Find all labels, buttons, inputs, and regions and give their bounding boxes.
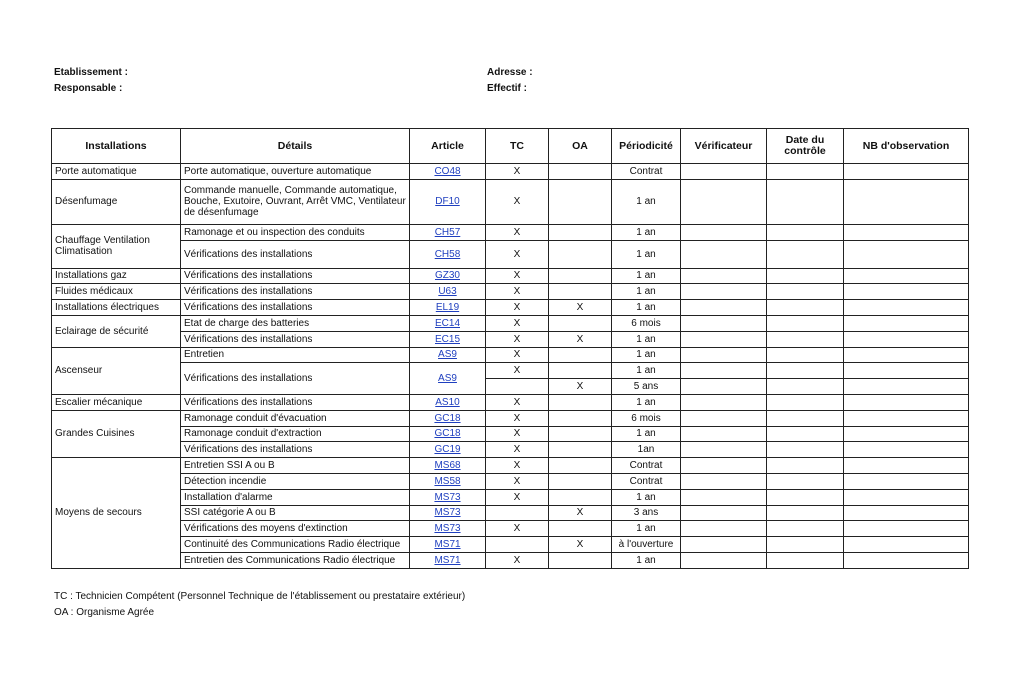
- period-cell: 1an: [612, 442, 681, 458]
- oa-cell: [549, 410, 612, 426]
- table-row: [52, 240, 969, 268]
- article-cell: [410, 224, 486, 240]
- period-cell: 1 an: [612, 179, 681, 224]
- control-date-cell[interactable]: [767, 268, 844, 284]
- tc-cell: X: [486, 315, 549, 331]
- oa-cell: [549, 179, 612, 224]
- verifier-cell[interactable]: [681, 164, 767, 180]
- verifier-cell[interactable]: [681, 363, 767, 379]
- detail-cell: Vérifications des installations: [181, 268, 410, 284]
- observation-cell[interactable]: [844, 331, 969, 347]
- control-date-cell[interactable]: [767, 300, 844, 316]
- article-link[interactable]: DF10: [435, 196, 460, 208]
- control-date-cell[interactable]: [767, 315, 844, 331]
- oa-cell: [549, 315, 612, 331]
- tc-cell: X: [486, 347, 549, 363]
- article-cell: [410, 363, 486, 395]
- oa-cell: X: [549, 300, 612, 316]
- control-date-cell[interactable]: [767, 410, 844, 426]
- tc-cell: [486, 537, 549, 553]
- observation-cell[interactable]: [844, 394, 969, 410]
- article-link[interactable]: MS73: [434, 507, 461, 519]
- installation-cell: Désenfumage: [52, 179, 181, 224]
- article-cell: [410, 458, 486, 474]
- observation-cell[interactable]: [844, 363, 969, 379]
- installation-cell: Grandes Cuisines: [52, 410, 181, 457]
- footnote-oa: OA : Organisme Agrée: [54, 607, 155, 618]
- period-cell: 1 an: [612, 394, 681, 410]
- table-row: [52, 537, 969, 553]
- oa-cell: X: [549, 331, 612, 347]
- tc-cell: X: [486, 224, 549, 240]
- control-date-cell[interactable]: [767, 537, 844, 553]
- control-date-cell[interactable]: [767, 458, 844, 474]
- oa-cell: [549, 552, 612, 568]
- col-header-observations: NB d'observation: [844, 129, 969, 164]
- article-cell: [410, 473, 486, 489]
- article-link[interactable]: AS9: [438, 349, 457, 361]
- col-header-tc: TC: [486, 129, 549, 164]
- tc-cell: X: [486, 164, 549, 180]
- installation-cell: Escalier mécanique: [52, 394, 181, 410]
- tc-cell: X: [486, 179, 549, 224]
- period-cell: Contrat: [612, 164, 681, 180]
- table-row: [52, 224, 969, 240]
- tc-cell: X: [486, 410, 549, 426]
- detail-cell: Vérifications des installations: [181, 284, 410, 300]
- oa-cell: [549, 521, 612, 537]
- verifier-cell[interactable]: [681, 489, 767, 505]
- observation-cell[interactable]: [844, 179, 969, 224]
- oa-cell: [549, 347, 612, 363]
- detail-cell: Ramonage conduit d'extraction: [181, 426, 410, 442]
- period-cell: 1 an: [612, 347, 681, 363]
- control-date-cell[interactable]: [767, 240, 844, 268]
- article-link[interactable]: EL19: [435, 302, 460, 314]
- period-cell: 3 ans: [612, 505, 681, 521]
- article-cell: [410, 331, 486, 347]
- col-header-details: Détails: [181, 129, 410, 164]
- oa-cell: X: [549, 537, 612, 553]
- article-link[interactable]: AS10: [435, 396, 460, 408]
- article-link[interactable]: GC18: [434, 412, 461, 424]
- article-link[interactable]: MS58: [434, 475, 461, 487]
- verifier-cell[interactable]: [681, 331, 767, 347]
- verifier-cell[interactable]: [681, 179, 767, 224]
- installation-cell: Porte automatique: [52, 164, 181, 180]
- tc-cell: [486, 379, 549, 395]
- article-cell: [410, 179, 486, 224]
- verifier-cell[interactable]: [681, 224, 767, 240]
- verifier-cell[interactable]: [681, 284, 767, 300]
- verifier-cell[interactable]: [681, 473, 767, 489]
- period-cell: 1 an: [612, 224, 681, 240]
- observation-cell[interactable]: [844, 240, 969, 268]
- control-date-cell[interactable]: [767, 489, 844, 505]
- installation-cell: Ascenseur: [52, 347, 181, 394]
- observation-cell[interactable]: [844, 521, 969, 537]
- oa-cell: [549, 394, 612, 410]
- verifier-cell[interactable]: [681, 410, 767, 426]
- article-link[interactable]: CH58: [434, 248, 461, 260]
- detail-cell: SSI catégorie A ou B: [181, 505, 410, 521]
- control-date-cell[interactable]: [767, 473, 844, 489]
- tc-cell: X: [486, 521, 549, 537]
- detail-cell: Porte automatique, ouverture automatique: [181, 164, 410, 180]
- col-header-article: Article: [410, 129, 486, 164]
- verifier-cell[interactable]: [681, 442, 767, 458]
- control-date-cell[interactable]: [767, 379, 844, 395]
- period-cell: 1 an: [612, 489, 681, 505]
- observation-cell[interactable]: [844, 410, 969, 426]
- article-cell: [410, 268, 486, 284]
- header-row: [52, 129, 969, 164]
- verifier-cell[interactable]: [681, 521, 767, 537]
- table-row: [52, 552, 969, 568]
- article-link[interactable]: EC14: [434, 317, 460, 329]
- observation-cell[interactable]: [844, 426, 969, 442]
- verifier-cell[interactable]: [681, 552, 767, 568]
- detail-cell: Ramonage conduit d'évacuation: [181, 410, 410, 426]
- control-date-cell[interactable]: [767, 363, 844, 379]
- detail-cell: Entretien des Communications Radio électrique: [181, 552, 410, 568]
- article-cell: [410, 394, 486, 410]
- control-date-cell[interactable]: [767, 521, 844, 537]
- observation-cell[interactable]: [844, 552, 969, 568]
- table-row: [52, 505, 969, 521]
- article-cell: [410, 315, 486, 331]
- establishment-label: Etablissement :: [54, 67, 128, 78]
- article-cell: [410, 426, 486, 442]
- article-cell: [410, 284, 486, 300]
- article-cell: [410, 442, 486, 458]
- article-link[interactable]: AS9: [438, 373, 457, 385]
- table-row: [52, 268, 969, 284]
- tc-cell: X: [486, 331, 549, 347]
- table-row: [52, 315, 969, 331]
- period-cell: 1 an: [612, 426, 681, 442]
- oa-cell: [549, 363, 612, 379]
- observation-cell[interactable]: [844, 224, 969, 240]
- article-link[interactable]: CH57: [434, 226, 461, 238]
- oa-cell: X: [549, 505, 612, 521]
- article-link[interactable]: GC18: [434, 428, 461, 440]
- observation-cell[interactable]: [844, 489, 969, 505]
- oa-cell: [549, 458, 612, 474]
- detail-cell: Vérifications des installations: [181, 394, 410, 410]
- article-link[interactable]: MS71: [434, 554, 461, 566]
- verifier-cell[interactable]: [681, 315, 767, 331]
- article-cell: [410, 505, 486, 521]
- tc-cell: X: [486, 363, 549, 379]
- verifier-cell[interactable]: [681, 300, 767, 316]
- article-cell: [410, 240, 486, 268]
- observation-cell[interactable]: [844, 537, 969, 553]
- detail-cell: Installation d'alarme: [181, 489, 410, 505]
- period-cell: 5 ans: [612, 379, 681, 395]
- period-cell: 1 an: [612, 521, 681, 537]
- control-date-cell[interactable]: [767, 284, 844, 300]
- control-date-cell[interactable]: [767, 426, 844, 442]
- tc-cell: X: [486, 394, 549, 410]
- detail-cell: Commande manuelle, Commande automatique, Bouche, Exutoire, Ouvrant, Arrêt VMC, Ventilateur de désenfumage: [181, 179, 410, 224]
- tc-cell: X: [486, 458, 549, 474]
- oa-cell: [549, 240, 612, 268]
- control-date-cell[interactable]: [767, 224, 844, 240]
- article-cell: [410, 410, 486, 426]
- period-cell: Contrat: [612, 458, 681, 474]
- col-header-control-date: Date du contrôle: [767, 129, 844, 164]
- table-row: [52, 300, 969, 316]
- table-row: [52, 473, 969, 489]
- article-link[interactable]: EC15: [434, 333, 460, 345]
- tc-cell: X: [486, 268, 549, 284]
- article-cell: [410, 300, 486, 316]
- article-link[interactable]: MS73: [434, 523, 461, 535]
- verifier-cell[interactable]: [681, 537, 767, 553]
- table-row: [52, 410, 969, 426]
- period-cell: 1 an: [612, 268, 681, 284]
- address-label: Adresse :: [487, 67, 533, 78]
- detail-cell: Entretien SSI A ou B: [181, 458, 410, 474]
- period-cell: 1 an: [612, 240, 681, 268]
- verifier-cell[interactable]: [681, 268, 767, 284]
- oa-cell: [549, 442, 612, 458]
- article-link[interactable]: CO48: [434, 165, 461, 177]
- control-date-cell[interactable]: [767, 505, 844, 521]
- tc-cell: X: [486, 426, 549, 442]
- col-header-verifier: Vérificateur: [681, 129, 767, 164]
- detail-cell: Vérifications des moyens d'extinction: [181, 521, 410, 537]
- article-link[interactable]: U63: [438, 286, 457, 298]
- observation-cell[interactable]: [844, 458, 969, 474]
- tc-cell: X: [486, 552, 549, 568]
- tc-cell: [486, 505, 549, 521]
- tc-cell: X: [486, 473, 549, 489]
- verifier-cell[interactable]: [681, 347, 767, 363]
- article-cell: [410, 521, 486, 537]
- period-cell: 1 an: [612, 284, 681, 300]
- period-cell: 1 an: [612, 552, 681, 568]
- installation-cell: Chauffage Ventilation Climatisation: [52, 224, 181, 268]
- verifier-cell[interactable]: [681, 458, 767, 474]
- table-row: [52, 347, 969, 363]
- observation-cell[interactable]: [844, 347, 969, 363]
- installation-cell: Installations gaz: [52, 268, 181, 284]
- table-row: [52, 426, 969, 442]
- control-date-cell[interactable]: [767, 347, 844, 363]
- table-row: [52, 363, 969, 379]
- verifier-cell[interactable]: [681, 240, 767, 268]
- oa-cell: [549, 268, 612, 284]
- article-cell: [410, 164, 486, 180]
- article-link[interactable]: MS71: [434, 539, 461, 551]
- detail-cell: Vérifications des installations: [181, 442, 410, 458]
- detail-cell: Continuité des Communications Radio électrique: [181, 537, 410, 553]
- control-date-cell[interactable]: [767, 394, 844, 410]
- col-header-oa: OA: [549, 129, 612, 164]
- oa-cell: [549, 473, 612, 489]
- tc-cell: X: [486, 300, 549, 316]
- observation-cell[interactable]: [844, 442, 969, 458]
- verifier-cell[interactable]: [681, 505, 767, 521]
- observation-cell[interactable]: [844, 284, 969, 300]
- table-row: [52, 394, 969, 410]
- table-row: [52, 284, 969, 300]
- verifier-cell[interactable]: [681, 394, 767, 410]
- table-row: [52, 521, 969, 537]
- period-cell: 1 an: [612, 363, 681, 379]
- period-cell: 1 an: [612, 300, 681, 316]
- detail-cell: Etat de charge des batteries: [181, 315, 410, 331]
- detail-cell: Vérifications des installations: [181, 363, 410, 395]
- detail-cell: Entretien: [181, 347, 410, 363]
- observation-cell[interactable]: [844, 164, 969, 180]
- staff-label: Effectif :: [487, 83, 527, 94]
- article-cell: [410, 347, 486, 363]
- control-date-cell[interactable]: [767, 179, 844, 224]
- control-date-cell[interactable]: [767, 331, 844, 347]
- installation-cell: Fluides médicaux: [52, 284, 181, 300]
- article-link[interactable]: GC19: [434, 444, 461, 456]
- table-row: [52, 489, 969, 505]
- responsible-label: Responsable :: [54, 83, 123, 94]
- table-row: [52, 442, 969, 458]
- observation-cell[interactable]: [844, 315, 969, 331]
- observation-cell[interactable]: [844, 268, 969, 284]
- tc-cell: X: [486, 442, 549, 458]
- oa-cell: [549, 164, 612, 180]
- col-header-periodicity: Périodicité: [612, 129, 681, 164]
- installation-cell: Installations électriques: [52, 300, 181, 316]
- observation-cell[interactable]: [844, 379, 969, 395]
- col-header-installations: Installations: [52, 129, 181, 164]
- article-link[interactable]: MS73: [434, 491, 461, 503]
- article-cell: [410, 489, 486, 505]
- footnote-tc: TC : Technicien Compétent (Personnel Technique de l'établissement ou prestataire extérieur): [54, 591, 466, 602]
- detail-cell: Vérifications des installations: [181, 300, 410, 316]
- detail-cell: Ramonage et ou inspection des conduits: [181, 224, 410, 240]
- verification-table: [51, 128, 969, 569]
- verifier-cell[interactable]: [681, 426, 767, 442]
- oa-cell: [549, 224, 612, 240]
- observation-cell[interactable]: [844, 473, 969, 489]
- oa-cell: [549, 284, 612, 300]
- control-date-cell[interactable]: [767, 442, 844, 458]
- oa-cell: [549, 489, 612, 505]
- table-row: [52, 164, 969, 180]
- period-cell: 6 mois: [612, 315, 681, 331]
- control-date-cell[interactable]: [767, 164, 844, 180]
- table-row: [52, 458, 969, 474]
- installation-cell: Moyens de secours: [52, 458, 181, 569]
- control-date-cell[interactable]: [767, 552, 844, 568]
- period-cell: 6 mois: [612, 410, 681, 426]
- detail-cell: Vérifications des installations: [181, 331, 410, 347]
- table-row: [52, 179, 969, 224]
- article-link[interactable]: GZ30: [434, 270, 460, 282]
- table-row: [52, 331, 969, 347]
- period-cell: 1 an: [612, 331, 681, 347]
- period-cell: Contrat: [612, 473, 681, 489]
- tc-cell: X: [486, 489, 549, 505]
- period-cell: à l'ouverture: [612, 537, 681, 553]
- oa-cell: [549, 426, 612, 442]
- observation-cell[interactable]: [844, 505, 969, 521]
- tc-cell: X: [486, 284, 549, 300]
- oa-cell: X: [549, 379, 612, 395]
- installation-cell: Eclairage de sécurité: [52, 315, 181, 347]
- detail-cell: Détection incendie: [181, 473, 410, 489]
- observation-cell[interactable]: [844, 300, 969, 316]
- tc-cell: X: [486, 240, 549, 268]
- article-link[interactable]: MS68: [434, 460, 461, 472]
- article-cell: [410, 537, 486, 553]
- verifier-cell[interactable]: [681, 379, 767, 395]
- article-cell: [410, 552, 486, 568]
- detail-cell: Vérifications des installations: [181, 240, 410, 268]
